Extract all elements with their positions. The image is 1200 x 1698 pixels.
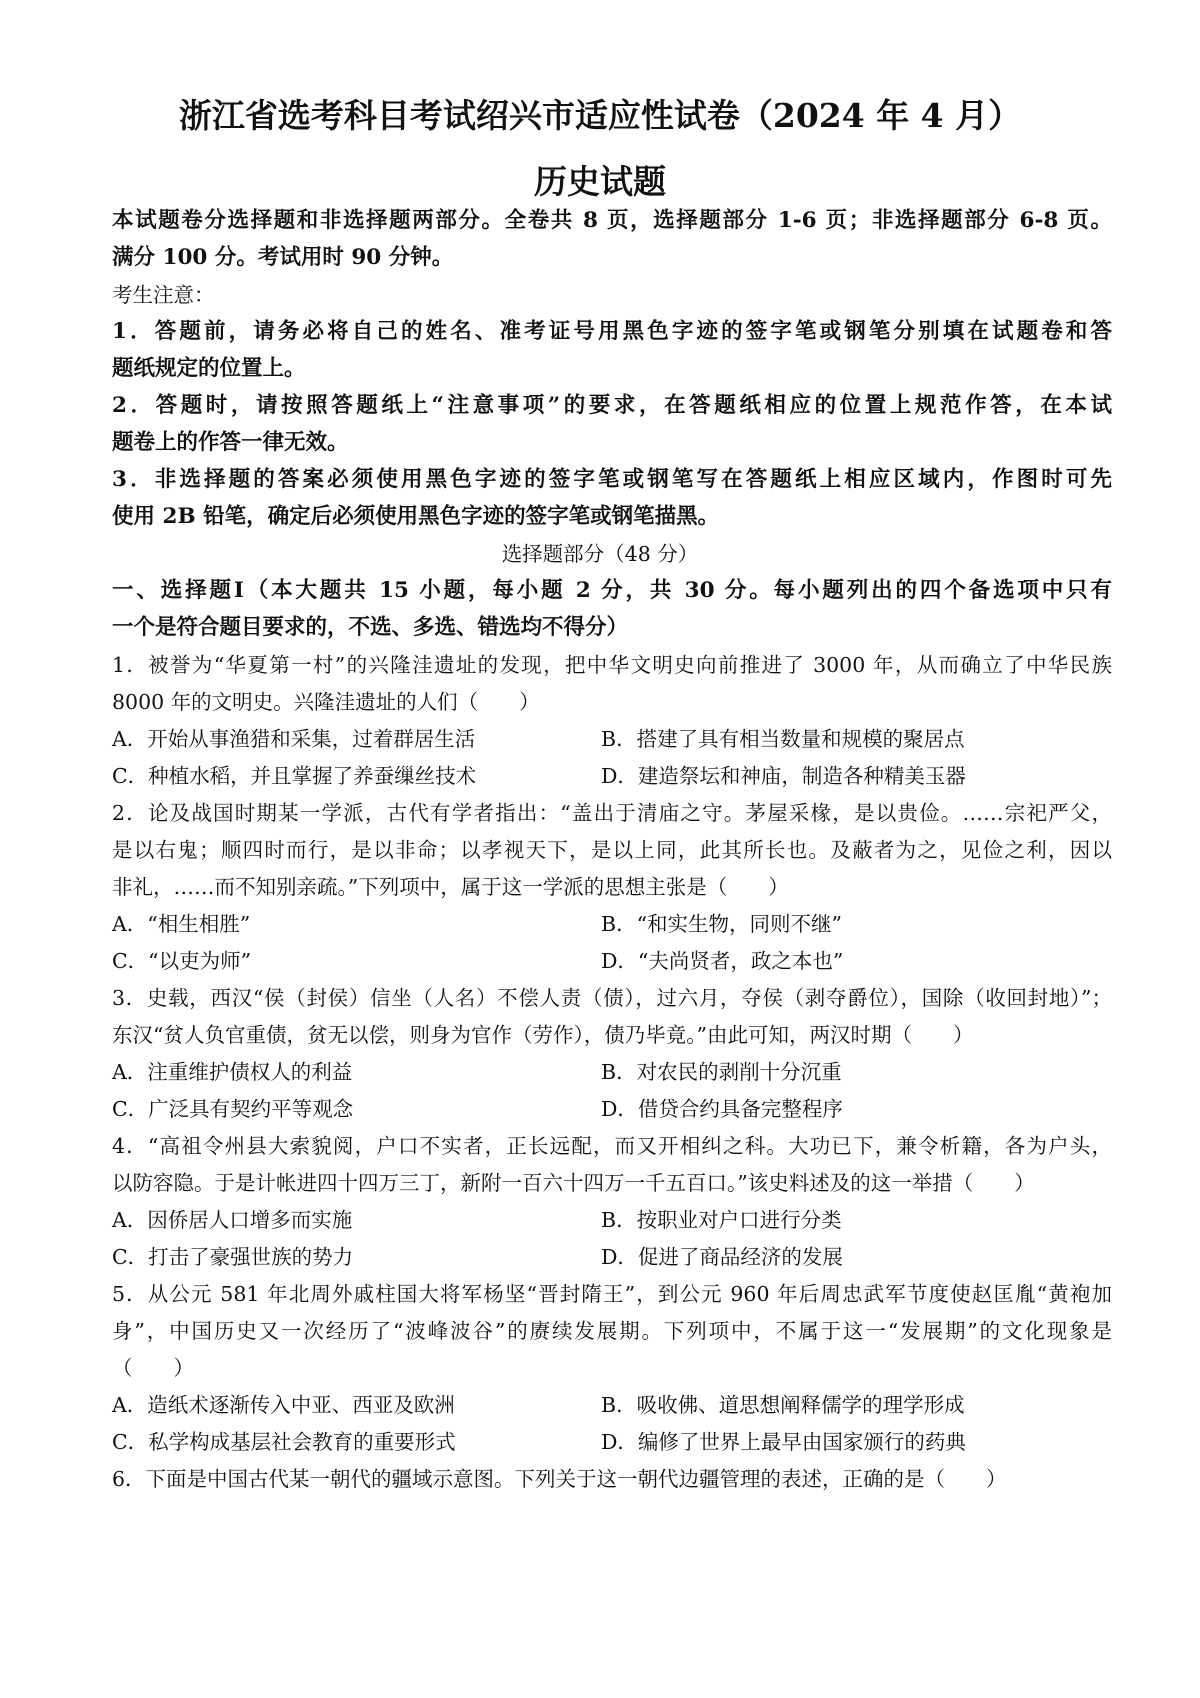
notice-label: 考生注意： <box>112 283 215 307</box>
notice-2b: 题卷上的作答一律无效。 <box>112 430 349 455</box>
q5-option-b: B．吸收佛、道思想阐释儒学的理学形成 <box>601 1393 965 1417</box>
q4-stem-2: 以防容隐。于是计帐进四十四万三丁，新附一百六十四万一千五百口。”该史料述及的这一举措（ ） <box>112 1171 1035 1195</box>
subject-title: 历史试题 <box>534 162 666 201</box>
notice-3a: 3．非选择题的答案必须使用黑色字迹的签字笔或钢笔写在答题纸上相应区域内，作图时可先 <box>112 467 1112 492</box>
q5-stem-2: 身”，中国历史又一次经历了“波峰波谷”的赓续发展期。下列项中，不属于这一“发展期”的文化现象是 <box>112 1319 1112 1343</box>
q3-stem-2: 东汉“贫人负官重债，贫无以偿，则身为官作（劳作），债乃毕竟。”由此可知，两汉时期（ ） <box>112 1023 974 1047</box>
q3-option-a: A．注重维护债权人的利益 <box>112 1060 353 1084</box>
q4-option-c: C．打击了豪强世族的势力 <box>112 1245 354 1269</box>
q3-option-b: B．对农民的剥削十分沉重 <box>601 1060 842 1084</box>
q3-option-d: D．借贷合约具备完整程序 <box>601 1097 843 1121</box>
q2-stem-3: 非礼，……而不知别亲疏。”下列项中，属于这一学派的思想主张是（ ） <box>112 875 789 899</box>
q1-option-a: A．开始从事渔猎和采集，过着群居生活 <box>112 727 476 751</box>
q2-stem-2: 是以右鬼；顺四时而行，是以非命；以孝视天下，是以上同，此其所长也。及蔽者为之，见俭之利，因以 <box>112 838 1112 862</box>
q5-option-d: D．编修了世界上最早由国家颁行的药典 <box>601 1430 966 1454</box>
q5-option-c: C．私学构成基层社会教育的重要形式 <box>112 1430 456 1454</box>
q3-option-c: C．广泛具有契约平等观念 <box>112 1097 354 1121</box>
q4-option-d: D．促进了商品经济的发展 <box>601 1245 843 1269</box>
notice-2a: 2．答题时，请按照答题纸上“注意事项”的要求，在答题纸相应的位置上规范作答，在本试 <box>112 393 1112 418</box>
q4-option-a: A．因侨居人口增多而实施 <box>112 1208 353 1232</box>
q5-stem-3: （ ） <box>112 1356 194 1380</box>
exam-title: 浙江省选考科目考试绍兴市适应性试卷（2024 年 4 月） <box>178 96 1022 135</box>
q5-option-a: A．造纸术逐渐传入中亚、西亚及欧洲 <box>112 1393 455 1417</box>
q6-stem-1: 6．下面是中国古代某一朝代的疆域示意图。下列关于这一朝代边疆管理的表述，正确的是（ ） <box>112 1467 1007 1491</box>
section-heading-b: 一个是符合题目要求的，不选、多选、错选均不得分） <box>112 615 629 640</box>
q1-option-d: D．建造祭坛和神庙，制造各种精美玉器 <box>601 764 966 788</box>
q3-stem-1: 3．史载，西汉“侯（封侯）信坐（人名）不偿人责（债），过六月，夺侯（剥夺爵位），国除（收回封地）”； <box>112 986 1112 1010</box>
q2-option-d: D．“夫尚贤者，政之本也” <box>601 949 844 973</box>
q4-stem-1: 4．“高祖令州县大索貌阅，户口不实者，正长远配，而又开相纠之科。大功已下，兼令析籍，各为户头， <box>112 1134 1112 1158</box>
q1-option-b: B．搭建了具有相当数量和规模的聚居点 <box>601 727 965 751</box>
q1-stem-2: 8000 年的文明史。兴隆洼遗址的人们（ ） <box>112 690 540 714</box>
q1-option-c: C．种植水稻，并且掌握了养蚕缫丝技术 <box>112 764 477 788</box>
intro-line-2: 满分 100 分。考试用时 90 分钟。 <box>112 245 454 270</box>
notice-1a: 1．答题前，请务必将自己的姓名、准考证号用黑色字迹的签字笔或钢笔分别填在试题卷和答 <box>112 319 1112 344</box>
q1-stem-1: 1．被誉为“华夏第一村”的兴隆洼遗址的发现，把中华文明史向前推进了 3000 年，从而确立了中华民族 <box>112 653 1112 677</box>
section-heading-a: 一、选择题Ⅰ（本大题共 15 小题，每小题 2 分，共 30 分。每小题列出的四个备选项中只有 <box>112 578 1112 603</box>
q2-stem-1: 2．论及战国时期某一学派，古代有学者指出：“盖出于清庙之守。茅屋采椽，是以贵俭。……宗祀严父， <box>112 801 1112 825</box>
q4-option-b: B．按职业对户口进行分类 <box>601 1208 842 1232</box>
q2-option-b: B．“和实生物，同则不继” <box>601 912 843 936</box>
q2-option-a: A．“相生相胜” <box>112 912 251 936</box>
q2-option-c: C．“以吏为师” <box>112 949 252 973</box>
section-title: 选择题部分（48 分） <box>501 542 699 566</box>
notice-3b: 使用 2B 铅笔，确定后必须使用黑色字迹的签字笔或钢笔描黑。 <box>112 504 720 529</box>
q5-stem-1: 5．从公元 581 年北周外戚柱国大将军杨坚“晋封隋王”，到公元 960 年后周忠武军节度使赵匡胤“黄袍加 <box>112 1282 1112 1306</box>
notice-1b: 题纸规定的位置上。 <box>112 356 306 381</box>
intro-line-1: 本试题卷分选择题和非选择题两部分。全卷共 8 页，选择题部分 1-6 页；非选择题部分 6-8 页。 <box>112 208 1112 233</box>
